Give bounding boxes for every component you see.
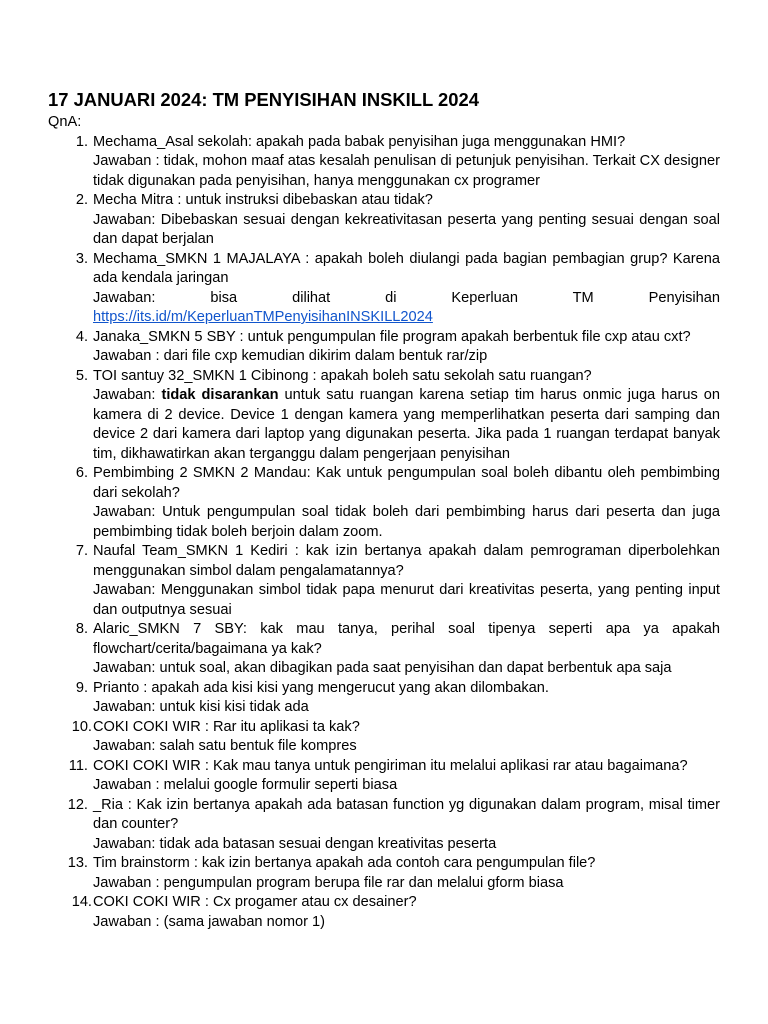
list-item [48,191,720,250]
answer-emphasis: tidak disarankan [161,387,279,403]
answer-text: Jawaban : pengumpulan program berupa file rar dan melalui gform biasa [93,874,564,891]
keperluan-tm-link[interactable]: https://its.id/m/KeperluanTMPenyisihanINSKILL2024 [93,309,433,325]
answer-text: Jawaban: bisa dilihat di Keperluan TM Penyisihan [93,289,720,306]
answer-text: Jawaban: Dibebaskan sesuai dengan kekreativitasan peserta yang penting sesuai dengan soal dan dapat berjalan [93,211,720,247]
item-number: 14. [71,894,92,910]
list-item [48,718,720,757]
list-item [48,133,720,192]
question-text: Mechama_SMKN 1 MAJALAYA : apakah boleh diulangi pada bagian pembagian grup? Karena ada kendala jaringan [93,250,720,286]
answer-text: Jawaban: Untuk pengumpulan soal tidak boleh dari pembimbing harus dari peserta dan juga pembimbing tidak boleh berjoin dalam zoom. [93,504,720,540]
question-text: Naufal Team_SMKN 1 Kediri : kak izin bertanya apakah dalam pemrograman diperbolehkan menggunakan simbol dalam pengalamatannya? [93,543,720,579]
item-number: 4. [75,328,88,345]
item-number: 9. [75,679,88,696]
list-item [48,796,720,855]
item-number: 7. [75,543,88,559]
question-text: Tim brainstorm : kak izin bertanya apakah ada contoh cara pengumpulan file? [93,855,596,871]
item-number: 11. [68,757,88,774]
answer-text: Jawaban: salah satu bentuk file kompres [93,738,357,754]
answer-text: Jawaban: tidak ada batasan sesuai dengan kreativitas peserta [93,835,497,852]
question-text: Pembimbing 2 SMKN 2 Mandau: Kak untuk pengumpulan soal boleh dibantu oleh pembimbing dari sekolah? [93,465,720,501]
item-number: 5. [75,367,88,384]
answer-prefix: Jawaban: [93,387,162,403]
item-number: 2. [75,192,88,208]
answer-text: Jawaban : melalui google formulir seperti biasa [93,777,398,793]
answer-text: Jawaban: Menggunakan simbol tidak papa menurut dari kreativitas peserta, yang penting input dan outputnya sesuai [93,582,720,618]
answer-text: Jawaban: untuk soal, akan dibagikan pada saat penyisihan dan dapat berbentuk apa saja [93,660,672,676]
item-number: 8. [75,621,88,637]
document-page [48,88,720,932]
answer-link-line [93,308,720,328]
item-number: 6. [75,465,88,481]
list-item [48,367,720,465]
answer-text: Jawaban : (sama jawaban nomor 1) [93,913,325,930]
answer-text [93,386,720,464]
question-text: TOI santuy 32_SMKN 1 Cibinong : apakah boleh satu sekolah satu ruangan? [93,367,592,384]
list-item [48,620,720,679]
answer-text: Jawaban: untuk kisi kisi tidak ada [93,699,309,715]
list-item [48,250,720,328]
item-number: 12. [67,796,88,813]
question-text: COKI COKI WIR : Rar itu aplikasi ta kak? [93,718,360,735]
answer-text: Jawaban : dari file cxp kemudian dikirim dalam bentuk rar/zip [93,348,488,364]
list-item [48,542,720,620]
list-item [48,757,720,796]
item-number: 3. [75,250,88,267]
question-text: COKI COKI WIR : Cx progamer atau cx desainer? [93,894,417,910]
question-text: _Ria : Kak izin bertanya apakah ada batasan function yg digunakan dalam program, misal timer dan counter? [93,796,720,832]
question-text: Mecha Mitra : untuk instruksi dibebaskan atau tidak? [93,192,433,208]
list-item [48,328,720,367]
item-number: 13. [67,855,88,871]
page-title: 17 JANUARI 2024: TM PENYISIHAN INSKILL 2024 [48,89,479,110]
question-text: Prianto : apakah ada kisi kisi yang mengerucut yang akan dilombakan. [93,679,549,696]
list-item [48,854,720,893]
question-text: Alaric_SMKN 7 SBY: kak mau tanya, perihal soal tipenya seperti apa ya apakah flowchart/cerita/bagaimana ya kak? [93,621,720,657]
list-item [48,464,720,542]
answer-rest: untuk satu ruangan karena setiap tim harus onmic juga harus on kamera di 2 device. Device 1 dengan kamera yang memperlihatkan peserta dari samping dan device 2 dari kamera dari laptop yang digunakan peserta. Jika pada 1 ruangan terdapat banyak tim, dikhawatirkan akan terganggu dalam pengerjaan penyisihan [93,387,720,462]
item-number: 10. [71,718,92,735]
list-item [48,893,720,932]
qna-list [48,133,720,933]
question-text: Janaka_SMKN 5 SBY : untuk pengumpulan file program apakah berbentuk file cxp atau cxt? [93,328,691,345]
item-number: 1. [75,133,88,150]
answer-text: Jawaban : tidak, mohon maaf atas kesalah penulisan di petunjuk penyisihan. Terkait CX designer tidak digunakan pada penyisihan, hanya menggunakan cx programer [93,153,720,189]
question-text: COKI COKI WIR : Kak mau tanya untuk pengiriman itu melalui aplikasi rar atau bagaimana? [93,757,688,774]
list-item [48,679,720,718]
question-text: Mechama_Asal sekolah: apakah pada babak penyisihan juga menggunakan HMI? [93,133,626,150]
qna-label: QnA: [48,114,82,130]
